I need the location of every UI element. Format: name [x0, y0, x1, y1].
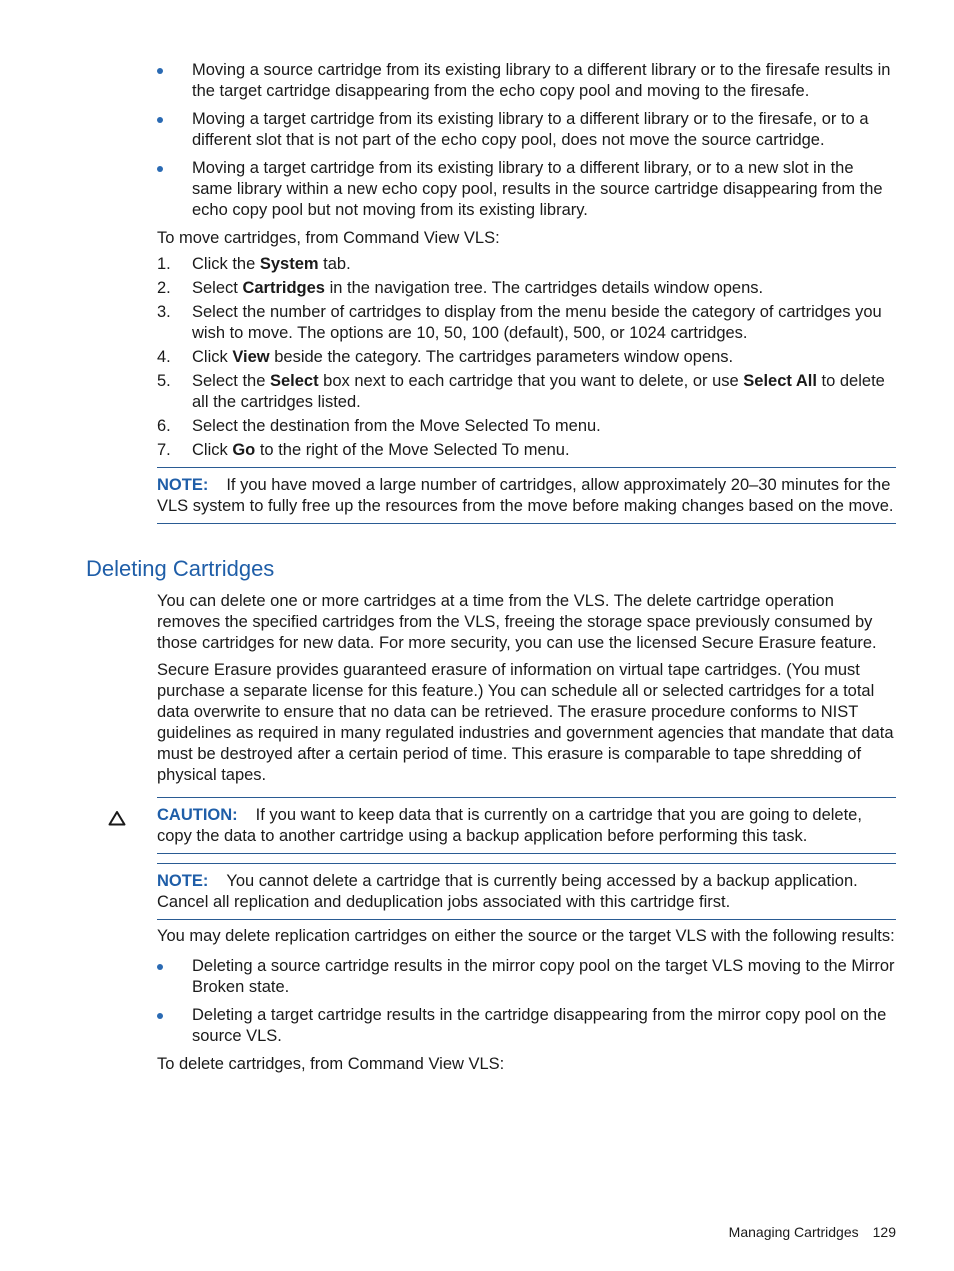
caution-label: CAUTION: — [157, 806, 238, 824]
caution-triangle-icon — [108, 810, 126, 826]
note-text: If you have moved a large number of cartridges, allow approximately 20–30 minutes for the VLS system to fully free up the resources from the move before making changes based on the move. — [157, 476, 894, 515]
delete-intro: To delete cartridges, from Command View VLS: — [157, 1055, 505, 1073]
note-box — [157, 863, 896, 920]
bullet-icon — [157, 1013, 163, 1019]
move-steps-list — [157, 254, 896, 461]
note-box — [157, 467, 896, 524]
replication-section — [157, 926, 896, 1075]
bullet-icon — [157, 68, 163, 74]
footer-section-title: Managing Cartridges — [728, 1224, 859, 1240]
caution-box — [157, 797, 896, 854]
step-item: 4. Click View beside the category. The cartridges parameters window opens. — [157, 348, 734, 366]
list-item: Moving a source cartridge from its existing library to a different library or to the firesafe results in the target cartridge disappearing from the echo copy pool and moving to the firesafe. — [157, 60, 896, 102]
move-intro: To move cartridges, from Command View VLS: — [157, 229, 500, 247]
note-text: You cannot delete a cartridge that is currently being accessed by a backup application. Cancel all replication and deduplication jobs associated with this cartridge first. — [157, 872, 858, 911]
deleting-section — [157, 591, 896, 786]
list-item: Moving a target cartridge from its existing library to a different library or to the firesafe, or to a different slot that is not part of the echo copy pool, does not move the source cartridge. — [157, 109, 896, 151]
caution-text: If you want to keep data that is currently on a cartridge that you are going to delete, copy the data to another cartridge using a backup application before performing this task. — [157, 806, 862, 845]
section-heading: Deleting Cartridges — [86, 556, 275, 581]
step-item: 7. Click Go to the right of the Move Selected To menu. — [157, 441, 570, 459]
list-item: Deleting a target cartridge results in the cartridge disappearing from the mirror copy pool on the source VLS. — [157, 1005, 896, 1047]
page-footer — [729, 1222, 896, 1243]
paragraph: Secure Erasure provides guaranteed erasure of information on virtual tape cartridges. (You must purchase a separate license for this feature.) You can schedule all or selected cartridges for a total data overwrite to ensure that no data can be retrieved. The erasure procedure conforms to NIST guidelines as required in many regulated industries and government agencies that mandate that data must be destroyed after a certain period of time. This erasure is comparable to tape shredding of physical tapes. — [157, 661, 894, 784]
top-section — [157, 60, 896, 464]
list-item: Moving a target cartridge from its existing library to a different library, or to a new slot in the same library within a new echo copy pool, results in the source cartridge disappearing from the echo copy pool but not moving from its existing library. — [157, 158, 896, 221]
bullet-icon — [157, 117, 163, 123]
paragraph: You may delete replication cartridges on either the source or the target VLS with the following results: — [157, 927, 895, 945]
page-number: 129 — [872, 1224, 896, 1240]
list-item: Deleting a source cartridge results in the mirror copy pool on the target VLS moving to the Mirror Broken state. — [157, 956, 896, 998]
bullet-icon — [157, 964, 163, 970]
note-label: NOTE: — [157, 476, 209, 494]
step-item: 2. Select Cartridges in the navigation tree. The cartridges details window opens. — [157, 279, 764, 297]
bottom-bullet-list — [157, 956, 896, 1047]
step-item: 1. Click the System tab. — [157, 255, 351, 273]
top-bullet-list — [157, 60, 896, 221]
bullet-icon — [157, 166, 163, 172]
step-item: 5. Select the Select box next to each cartridge that you want to delete, or use Select All to delete all the cartridges listed. — [157, 372, 885, 411]
step-item: 6. Select the destination from the Move Selected To menu. — [157, 417, 601, 435]
paragraph: You can delete one or more cartridges at a time from the VLS. The delete cartridge operation removes the specified cartridges from the VLS, freeing the storage space previously consumed by those cartridges for new data. For more security, you can use the licensed Secure Erasure feature. — [157, 592, 877, 652]
step-item: 3. Select the number of cartridges to display from the menu beside the category of cartridges you wish to move. The options are 10, 50, 100 (default), 500, or 1024 cartridges. — [157, 303, 882, 342]
note-label: NOTE: — [157, 872, 209, 890]
